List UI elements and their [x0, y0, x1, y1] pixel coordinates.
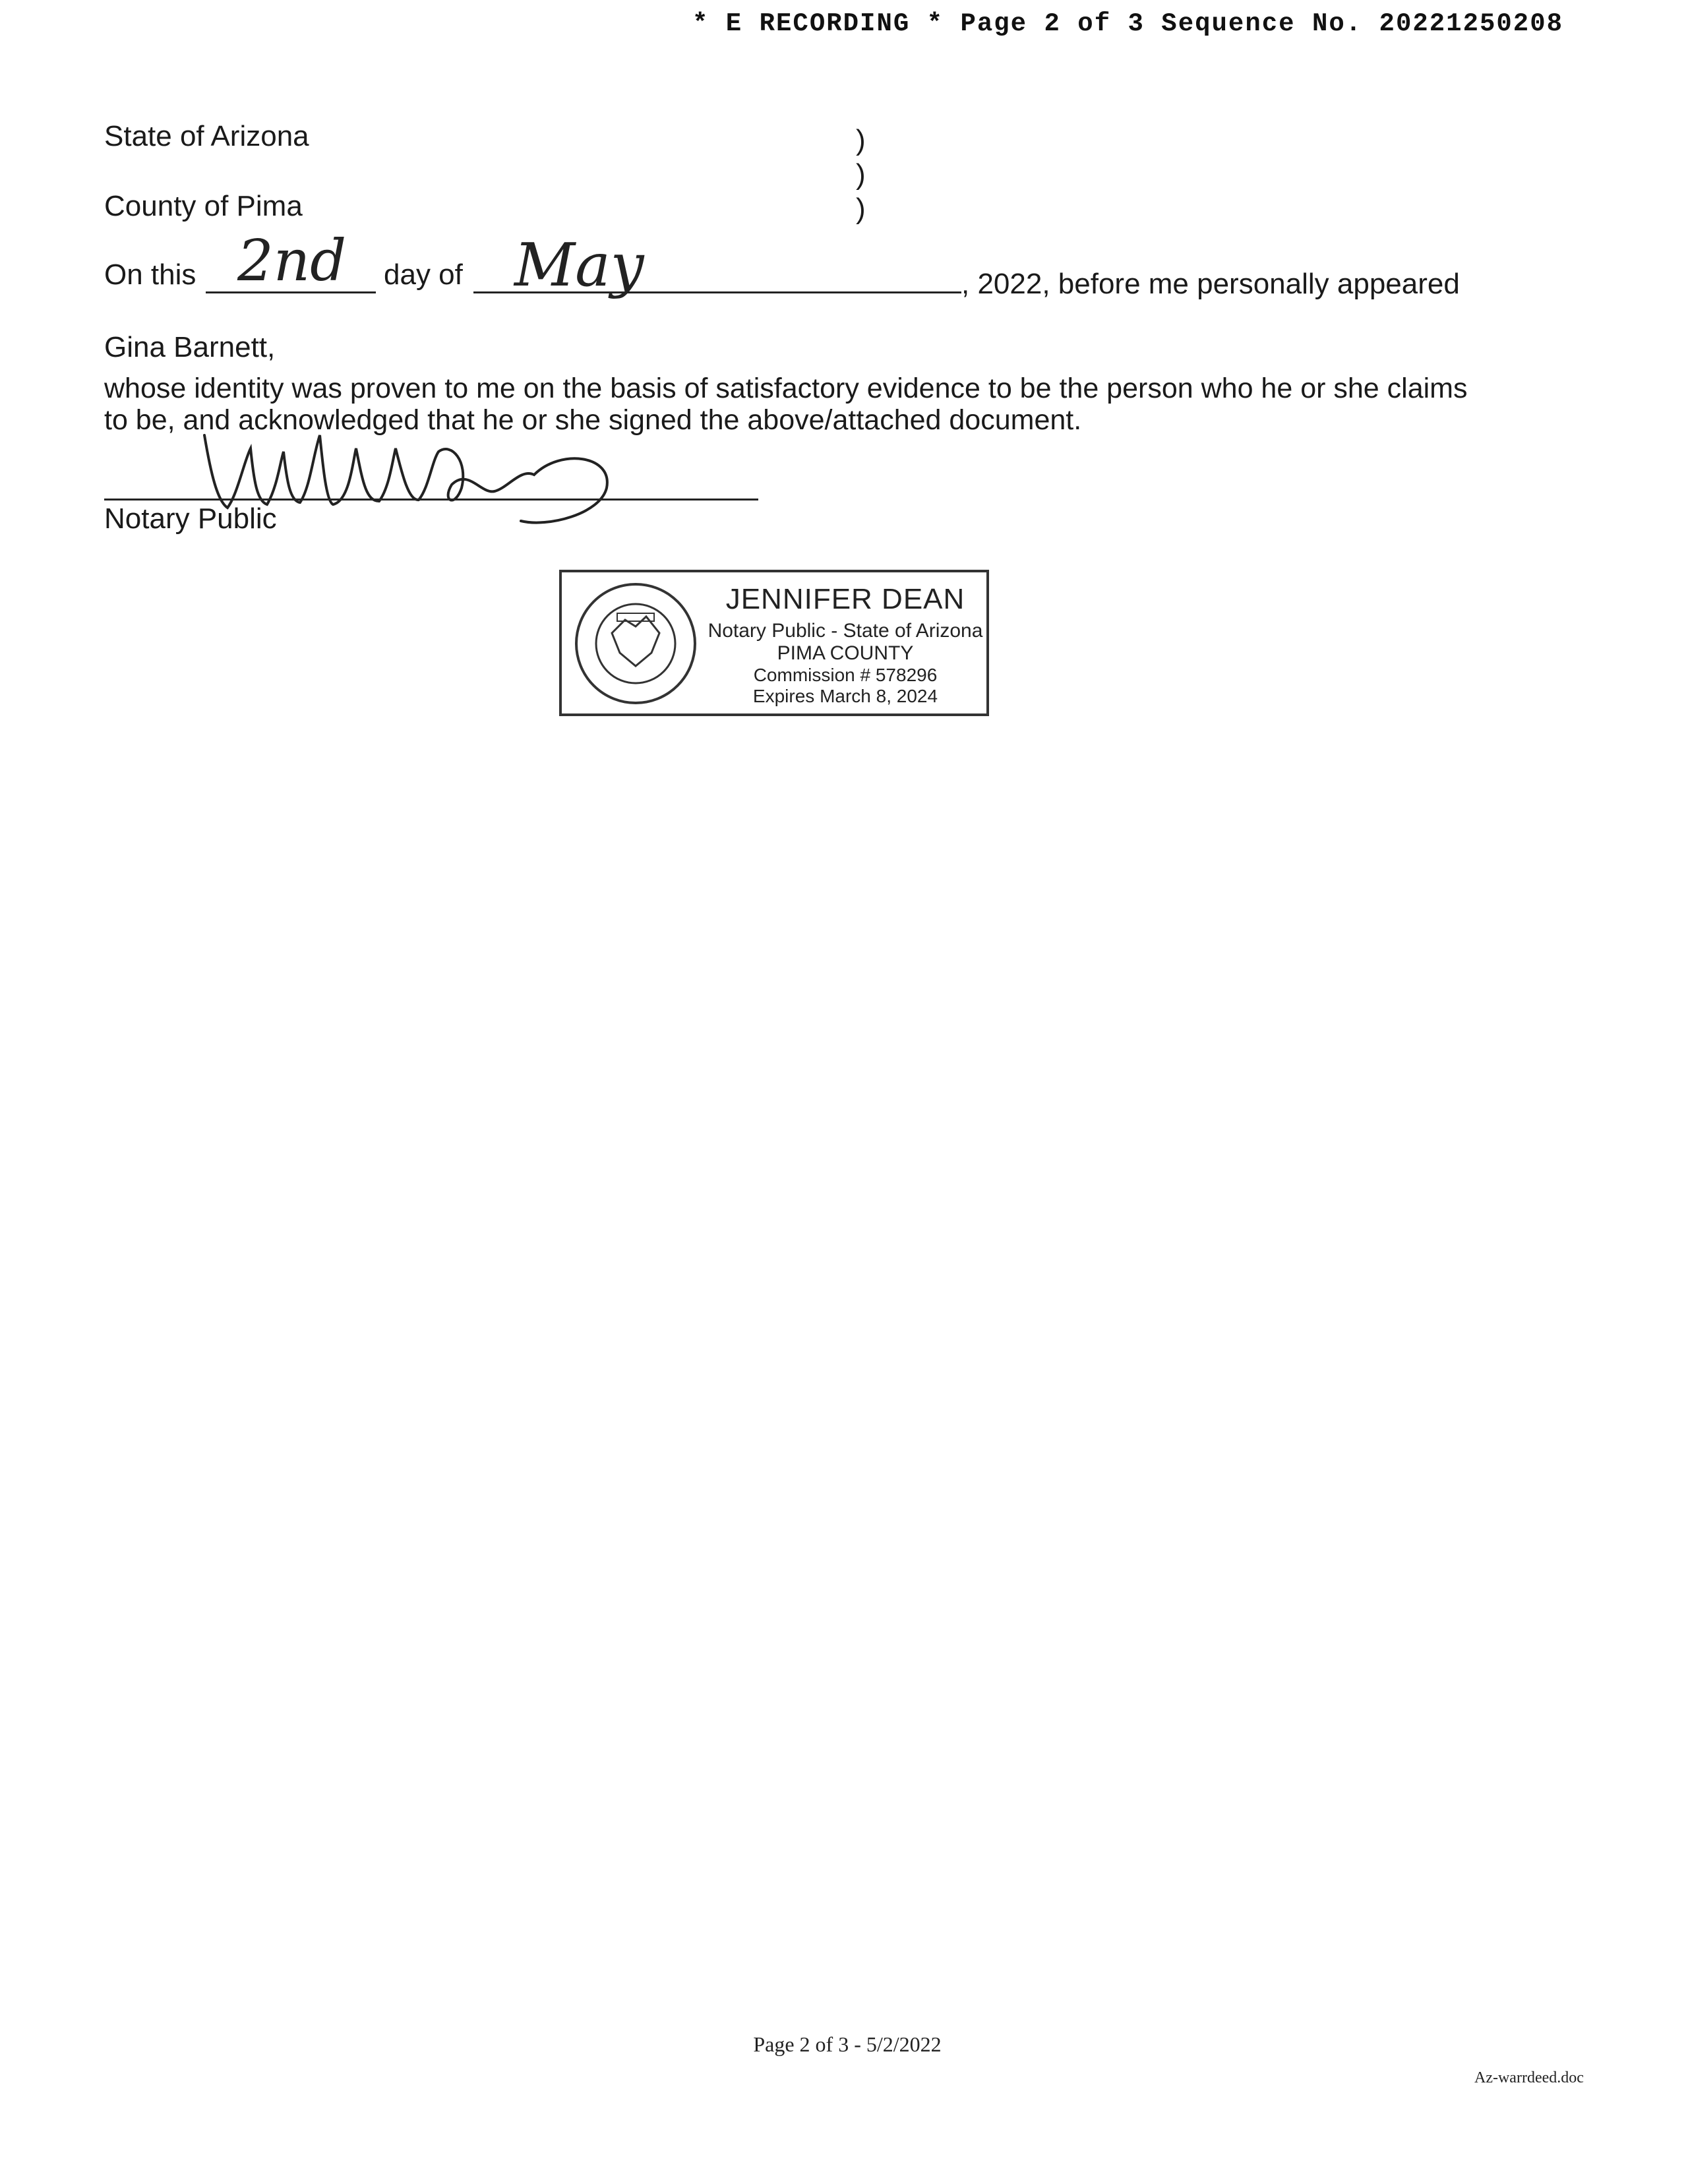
stamp-commission: Commission # 578296 — [753, 665, 938, 685]
notary-public-label: Notary Public — [104, 502, 277, 535]
month-handwritten: May — [514, 231, 644, 300]
notary-stamp — [559, 570, 989, 716]
page-footer: Page 2 of 3 - 5/2/2022 — [753, 2032, 942, 2056]
arizona-seal-icon — [572, 580, 699, 707]
stamp-expiration: Expires March 8, 2024 — [752, 686, 938, 706]
county-label: County of Pima — [104, 190, 303, 222]
venue-paren-3: ) — [856, 193, 866, 225]
file-reference: Az-warrdeed.doc — [1474, 2069, 1584, 2086]
venue-paren-1: ) — [856, 124, 866, 156]
stamp-notary-name: JENNIFER DEAN — [725, 583, 965, 615]
on-this-label: On this — [104, 258, 196, 291]
appeared-person-name: Gina Barnett, — [104, 331, 276, 363]
stamp-notary-title: Notary Public - State of Arizona — [708, 620, 983, 642]
identity-text-line1: whose identity was proven to me on the basis of satisfactory evidence to be the person who he or she claims — [104, 373, 1468, 404]
stamp-county: PIMA COUNTY — [777, 642, 914, 664]
identity-text-line2: to be, and acknowledged that he or she signed the above/attached document. — [104, 404, 1082, 436]
venue-paren-2: ) — [856, 158, 866, 191]
recording-header: * E RECORDING * Page 2 of 3 Sequence No. 20221250208 — [692, 9, 1563, 38]
year-appeared-text: , 2022, before me personally appeared — [961, 268, 1460, 300]
day-of-label: day of — [384, 258, 463, 291]
day-handwritten: 2nd — [237, 228, 347, 294]
state-label: State of Arizona — [104, 120, 309, 152]
